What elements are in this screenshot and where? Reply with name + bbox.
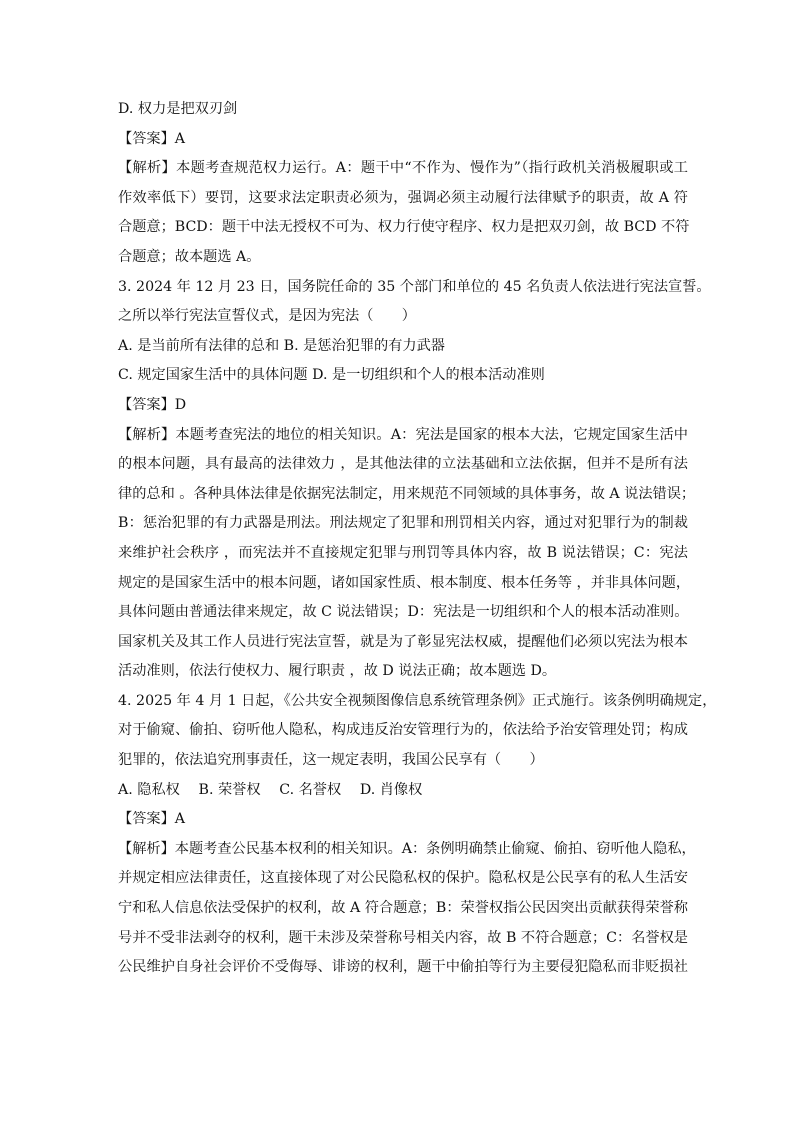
analysis-line: 【解析】本题考查规范权力运行。A：题干中“不作为、慢作为”（指行政机关消极履职或工 xyxy=(118,160,688,177)
answer-label: 【答案】A xyxy=(118,811,185,828)
analysis-line: B：惩治犯罪的有力武器是刑法。刑法规定了犯罪和刑罚相关内容，通过对犯罪行为的制裁 xyxy=(118,515,688,532)
question-4-stem: 对于偷窥、偷拍、窃听他人隐私，构成违反治安管理行为的，依法给予治安管理处罚；构成 xyxy=(118,722,688,739)
analysis-line: 来维护社会秩序 ，而宪法并不直接规定犯罪与刑罚等具体内容，故 B 说法错误；C：宪法 xyxy=(118,544,688,561)
analysis-line: 公民维护自身社会评价不受侮辱、诽谤的权利，题干中偷拍等行为主要侵犯隐私而非贬损社 xyxy=(118,959,688,976)
analysis-line: 宁和私人信息依法受保护的权利，故 A 符合题意；B：荣誉权指公民因突出贡献获得荣誉称 xyxy=(118,900,688,917)
question-4-options: A. 隐私权 B. 荣誉权 C. 名誉权 D. 肖像权 xyxy=(118,781,423,798)
analysis-line: 规定的是国家生活中的根本问题，诸如国家性质、根本制度、根本任务等 ，并非具体问题， xyxy=(118,574,691,591)
analysis-line: 号并不受非法剥夺的权利，题干未涉及荣誉称号相关内容，故 B 不符合题意；C：名誉权是 xyxy=(118,929,688,946)
answer-label: 【答案】D xyxy=(118,396,187,413)
analysis-line: 并规定相应法律责任，这直接体现了对公民隐私权的保护。隐私权是公民享有的私人生活安 xyxy=(118,870,688,887)
analysis-line: 合题意；BCD：题干中法无授权不可为、权力行使守程序、权力是把双刃剑，故 BCD 不符 xyxy=(118,219,690,236)
option-d-line: D. 权力是把双刃剑 xyxy=(118,101,238,117)
analysis-line: 作效率低下）要罚，这要求法定职责必须为，强调必须主动履行法律赋予的职责，故 A 符 xyxy=(118,189,688,206)
analysis-line: 具体问题由普通法律来规定，故 C 说法错误；D：宪法是一切组织和个人的根本活动准则。 xyxy=(118,604,689,621)
question-3-options: A. 是当前所有法律的总和 B. 是惩治犯罪的有力武器 xyxy=(118,337,445,354)
analysis-line: 的根本问题，具有最高的法律效力 ，是其他法律的立法基础和立法依据，但并不是所有法 xyxy=(118,456,688,473)
question-4-stem: 4. 2025 年 4 月 1 日起，《公共安全视频图像信息系统管理条例》正式施行。该条例明确规定， xyxy=(118,692,717,709)
analysis-line: 合题意；故本题选 A。 xyxy=(118,248,261,265)
analysis-line: 律的总和 。各种具体法律是依据宪法制定，用来规范不同领域的具体事务，故 A 说法错误； xyxy=(118,485,696,502)
question-3-stem: 之所以举行宪法宣誓仪式，是因为宪法（ ） xyxy=(118,308,416,325)
answer-label: 【答案】A xyxy=(118,130,185,147)
analysis-line: 【解析】本题考查公民基本权利的相关知识。A：条例明确禁止偷窥、偷拍、窃听他人隐私， xyxy=(118,840,696,857)
question-3-options: C. 规定国家生活中的具体问题 D. 是一切组织和个人的根本活动准则 xyxy=(118,367,545,384)
analysis-line: 活动准则，依法行使权力、履行职责 ，故 D 说法正确；故本题选 D。 xyxy=(118,663,557,680)
question-3-stem: 3. 2024 年 12 月 23 日，国务院任命的 35 个部门和单位的 45 名负责人依法进行宪法宣誓。 xyxy=(118,278,711,295)
analysis-line: 【解析】本题考查宪法的地位的相关知识。A：宪法是国家的根本大法，它规定国家生活中 xyxy=(118,426,688,443)
document-body xyxy=(118,100,717,988)
analysis-line: 国家机关及其工作人员进行宪法宣誓，就是为了彰显宪法权威，提醒他们必须以宪法为根本 xyxy=(118,633,688,650)
question-4-stem: 犯罪的，依法追究刑事责任，这一规定表明，我国公民享有（ ） xyxy=(118,752,544,769)
